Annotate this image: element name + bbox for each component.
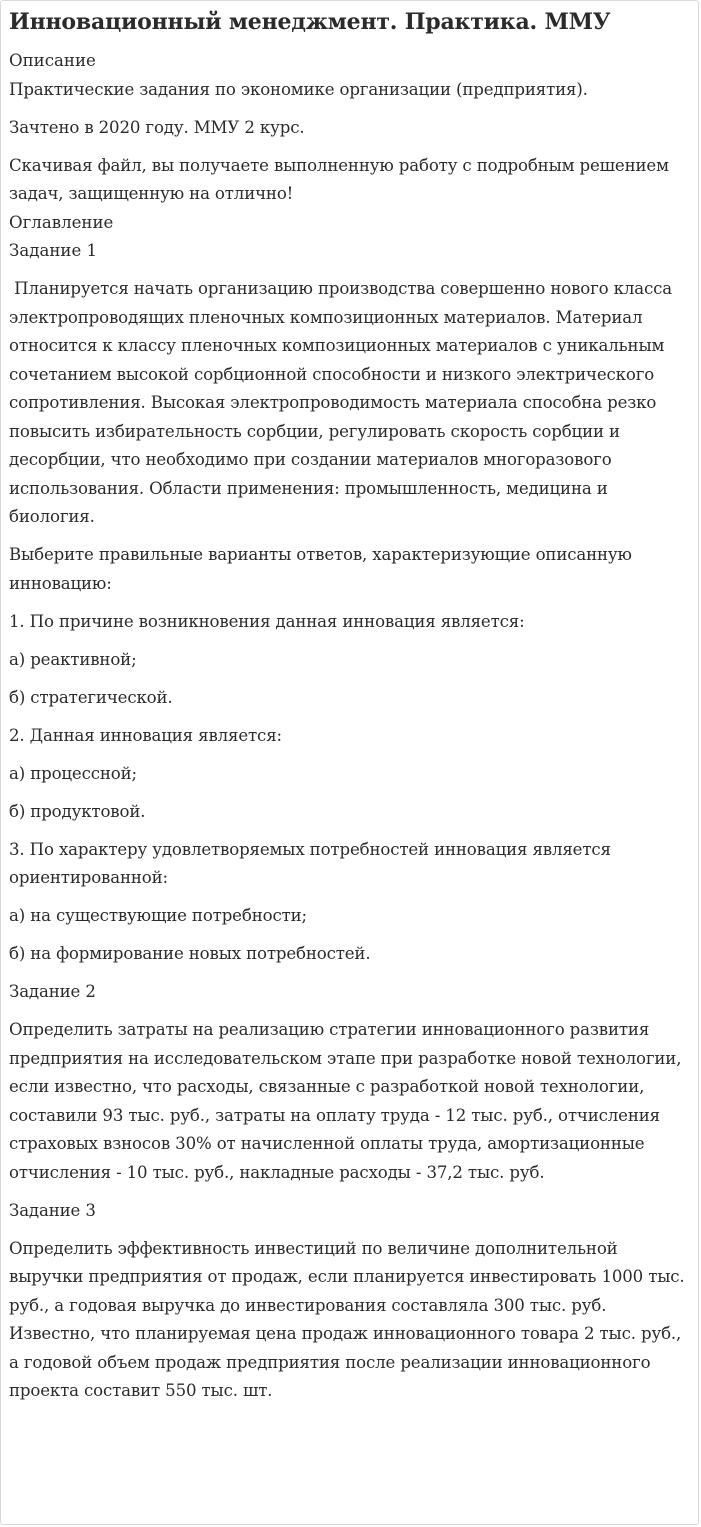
task2-text: Определить затраты на реализацию стратегии инновационного развития предприятия на исследовательском этапе при разработке новой технологии, если известно, что расходы, связанные с разработкой новой технологии, составили 93 тыс. руб., затраты на оплату труда - 12 тыс. руб., отчисления страховых взносов 30% от начисленной оплаты труда, амортизационные отчисления - 10 тыс. руб., накладные расходы - 37,2 тыс. руб. bbox=[9, 1020, 682, 1182]
task2-heading: Задание 2 bbox=[9, 982, 96, 1001]
task1-question-3: 3. По характеру удовлетворяемых потребностей инновация является ориентированной: bbox=[9, 839, 611, 887]
task1-prompt: Выберите правильные варианты ответов, характеризующие описанную инновацию: bbox=[9, 545, 632, 593]
task3-heading: Задание 3 bbox=[9, 1200, 96, 1220]
task1-answer-2a: а) процессной; bbox=[9, 763, 137, 783]
page-title: Инновационный менеджмент. Практика. ММУ bbox=[9, 9, 611, 35]
task1-answer-1a: а) реактивной; bbox=[9, 649, 137, 669]
task1-answer-3b: б) на формирование новых потребностей. bbox=[9, 944, 371, 963]
description-heading: Описание bbox=[9, 51, 96, 70]
description-line-1: Практические задания по экономике организации (предприятия). bbox=[9, 79, 588, 99]
task3-text: Определить эффективность инвестиций по величине дополнительной выручки предприятия от продаж, если планируется инвестировать 1000 тыс. руб., а годовая выручка до инвестирования составляла 300 тыс. руб. Известно, что планируемая цена продаж инновационного товара 2 тыс. руб., а годовой объем продаж предприятия после реализации инновационного проекта составит 550 тыс. шт. bbox=[9, 1238, 685, 1400]
task1-question-1: 1. По причине возникновения данная инновация является: bbox=[9, 611, 525, 631]
task1-answer-3a: а) на существующие потребности; bbox=[9, 906, 307, 925]
description-line-3: Скачивая файл, вы получаете выполненную работу с подробным решением задач, защищенную на отлично! bbox=[9, 155, 669, 203]
task1-answer-2b: б) продуктовой. bbox=[9, 801, 146, 821]
task1-heading: Задание 1 bbox=[9, 241, 98, 260]
task1-answer-1b: б) стратегической. bbox=[9, 687, 173, 707]
task1-text: Планируется начать организацию производства совершенно нового класса электропроводящих пленочных композиционных материалов. Материал относится к классу пленочных композиционных материалов с уникальным сочетанием высокой сорбционной способности и низкого электрического сопротивления. Высокая электропроводимость материала способна резко повысить избирательность сорбции, регулировать скорость сорбции и десорбции, что необходимо при создании материалов многоразового использования. Области применения: промышленность, медицина и биология. bbox=[9, 279, 678, 526]
toc-heading: Оглавление bbox=[9, 212, 114, 232]
description-line-2: Зачтено в 2020 году. ММУ 2 курс. bbox=[9, 117, 305, 137]
task1-question-2: 2. Данная инновация является: bbox=[9, 725, 282, 745]
